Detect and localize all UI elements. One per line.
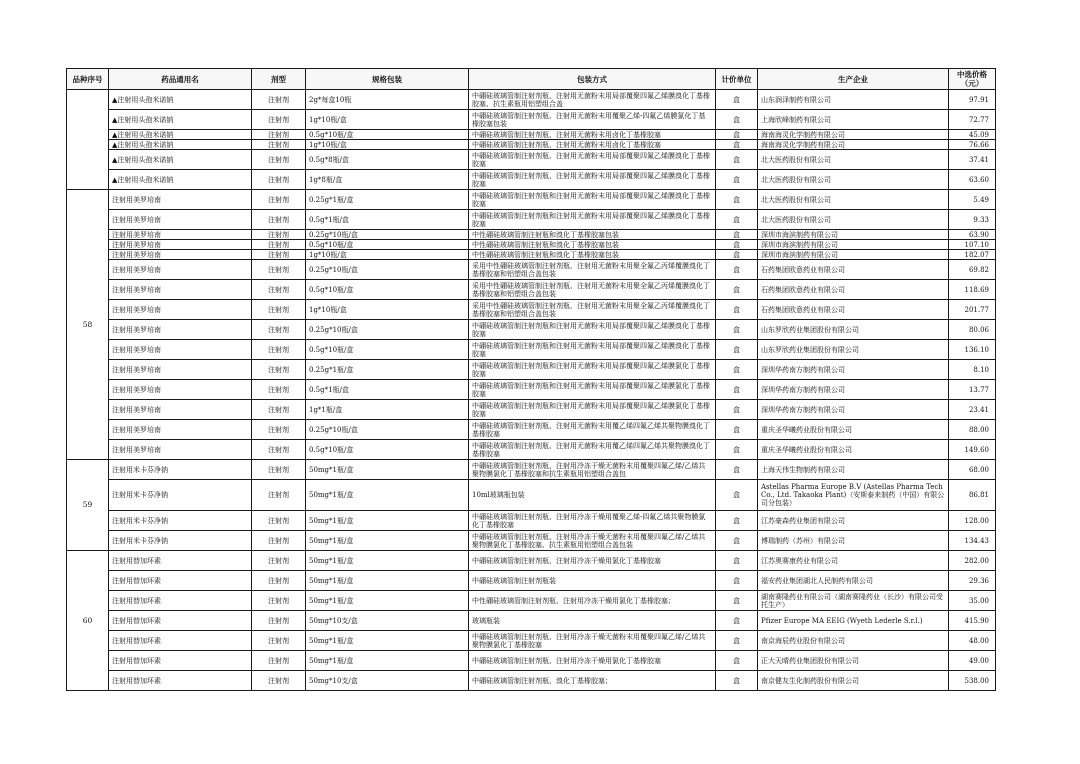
spec-cell: 0.25g*10瓶/盒 (306, 260, 469, 280)
dosage-form-cell: 注射剂 (252, 631, 306, 651)
manufacturer-cell: 北大医药股份有限公司 (758, 210, 949, 230)
table-row (67, 170, 996, 190)
group-number-cell: 58 (67, 190, 109, 460)
dosage-form-cell: 注射剂 (252, 90, 306, 110)
manufacturer-cell: 海南海灵化学制药有限公司 (758, 140, 949, 150)
manufacturer-cell: 深圳市海滨制药有限公司 (758, 230, 949, 240)
price-cell: 80.06 (949, 320, 996, 340)
unit-cell: 盒 (716, 591, 758, 611)
price-cell: 86.81 (949, 480, 996, 511)
manufacturer-cell: 重庆圣华曦药业股份有限公司 (758, 420, 949, 440)
packaging-cell: 中性硼硅玻璃管制注射剂瓶、注射用冷冻干燥用氯化丁基橡胶塞； (469, 591, 716, 611)
drug-name-cell: ▲注射用头孢米诺钠 (109, 150, 252, 170)
price-cell: 538.00 (949, 671, 996, 691)
header-row (67, 69, 996, 90)
header-cell-unit: 计价单位 (716, 69, 758, 90)
table-row (67, 440, 996, 460)
dosage-form-cell: 注射剂 (252, 250, 306, 260)
price-cell: 282.00 (949, 551, 996, 571)
dosage-form-cell: 注射剂 (252, 380, 306, 400)
manufacturer-cell: 正大天晴药业集团股份有限公司 (758, 651, 949, 671)
unit-cell: 盒 (716, 380, 758, 400)
packaging-cell: 中硼硅玻璃管制注射剂瓶和注射用无菌粉末用局部覆聚四氟乙烯膜溴化丁基橡胶塞 (469, 320, 716, 340)
drug-name-cell: 注射用美罗培南 (109, 400, 252, 420)
drug-name-cell: 注射用美罗培南 (109, 190, 252, 210)
packaging-cell: 中硼硅玻璃管制注射剂瓶、注射用无菌粉末用局部覆聚四氟乙烯膜溴化丁基橡胶塞 (469, 150, 716, 170)
packaging-cell: 中硼硅玻璃管制注射剂瓶装 (469, 571, 716, 591)
spec-cell: 50mg*1瓶/盒 (306, 591, 469, 611)
unit-cell: 盒 (716, 280, 758, 300)
drug-name-cell: 注射用米卡芬净钠 (109, 531, 252, 551)
spec-cell: 1g*10瓶/盒 (306, 110, 469, 130)
drug-name-cell: 注射用替加环素 (109, 671, 252, 691)
spec-cell: 0.5g*8瓶/盒 (306, 150, 469, 170)
spec-cell: 50mg*10支/盒 (306, 671, 469, 691)
drug-name-cell: 注射用替加环素 (109, 571, 252, 591)
table-row (67, 90, 996, 110)
table-row (67, 591, 996, 611)
dosage-form-cell: 注射剂 (252, 611, 306, 631)
price-cell: 63.90 (949, 230, 996, 240)
price-cell: 88.00 (949, 420, 996, 440)
packaging-cell: 中硼硅玻璃管制注射剂瓶、注射用无菌粉末用卤化丁基橡胶塞 (469, 130, 716, 140)
packaging-cell: 中硼硅玻璃管制注射剂瓶、注射用冷冻干燥无菌粉末用覆聚四氟乙烯/乙烯共聚物膜氯化丁基橡胶塞 (469, 631, 716, 651)
header-cell-maker: 生产企业 (758, 69, 949, 90)
table-row (67, 230, 996, 240)
group-number-cell (67, 90, 109, 190)
spec-cell: 50mg*1瓶/盒 (306, 460, 469, 480)
manufacturer-cell: 山东罗欣药业集团股份有限公司 (758, 340, 949, 360)
manufacturer-cell: 北大医药股份有限公司 (758, 190, 949, 210)
packaging-cell: 中硼硅玻璃管制注射剂瓶、注射用冷冻干燥用氯化丁基橡胶塞 (469, 651, 716, 671)
dosage-form-cell: 注射剂 (252, 230, 306, 240)
drug-name-cell: 注射用美罗培南 (109, 420, 252, 440)
packaging-cell: 中硼硅玻璃管制注射剂瓶和注射用无菌粉末用局部覆聚四氟乙烯膜溴化丁基橡胶塞 (469, 190, 716, 210)
spec-cell: 0.25g*1瓶/盒 (306, 190, 469, 210)
drug-name-cell: 注射用替加环素 (109, 611, 252, 631)
dosage-form-cell: 注射剂 (252, 130, 306, 140)
drug-name-cell: 注射用替加环素 (109, 651, 252, 671)
manufacturer-cell: 上海欣峰制药有限公司 (758, 110, 949, 130)
dosage-form-cell: 注射剂 (252, 591, 306, 611)
table-body (67, 90, 996, 691)
group-number-cell: 60 (67, 551, 109, 691)
spec-cell: 0.5g*10瓶/盒 (306, 240, 469, 250)
drug-name-cell: 注射用美罗培南 (109, 280, 252, 300)
table-row (67, 360, 996, 380)
unit-cell: 盒 (716, 511, 758, 531)
price-cell: 182.07 (949, 250, 996, 260)
drug-name-cell: 注射用替加环素 (109, 631, 252, 651)
price-cell: 201.77 (949, 300, 996, 320)
spec-cell: 2g*每盒10瓶 (306, 90, 469, 110)
unit-cell: 盒 (716, 531, 758, 551)
dosage-form-cell: 注射剂 (252, 260, 306, 280)
dosage-form-cell: 注射剂 (252, 551, 306, 571)
unit-cell: 盒 (716, 671, 758, 691)
drug-name-cell: ▲注射用头孢米诺钠 (109, 170, 252, 190)
unit-cell: 盒 (716, 300, 758, 320)
dosage-form-cell: 注射剂 (252, 460, 306, 480)
manufacturer-cell: 山东润泽制药有限公司 (758, 90, 949, 110)
manufacturer-cell: 石药集团欧意药业有限公司 (758, 280, 949, 300)
spec-cell: 0.5g*10瓶/盒 (306, 280, 469, 300)
unit-cell: 盒 (716, 460, 758, 480)
spec-cell: 1g*10瓶/盒 (306, 300, 469, 320)
price-cell: 48.00 (949, 631, 996, 651)
dosage-form-cell: 注射剂 (252, 170, 306, 190)
unit-cell: 盒 (716, 210, 758, 230)
packaging-cell: 中硼硅玻璃管制注射剂瓶、注射用冷冻干燥用氯化丁基橡胶塞 (469, 551, 716, 571)
dosage-form-cell: 注射剂 (252, 511, 306, 531)
dosage-form-cell: 注射剂 (252, 531, 306, 551)
manufacturer-cell: 福安药业集团湖北人民制药有限公司 (758, 571, 949, 591)
spec-cell: 0.5g*1瓶/盒 (306, 380, 469, 400)
manufacturer-cell: 海南海灵化学制药有限公司 (758, 130, 949, 140)
packaging-cell: 中硼硅玻璃管制注射剂瓶和注射用无菌粉末用局部覆聚四氟乙烯膜氯化丁基橡胶塞 (469, 360, 716, 380)
header-cell-spec: 规格包装 (306, 69, 469, 90)
table-row (67, 551, 996, 571)
table-row (67, 210, 996, 230)
unit-cell: 盒 (716, 240, 758, 250)
spec-cell: 0.5g*1瓶/盒 (306, 210, 469, 230)
dosage-form-cell: 注射剂 (252, 300, 306, 320)
unit-cell: 盒 (716, 320, 758, 340)
price-cell: 76.66 (949, 140, 996, 150)
manufacturer-cell: 深圳华药南方制药有限公司 (758, 380, 949, 400)
unit-cell: 盒 (716, 230, 758, 240)
spec-cell: 50mg*1瓶/盒 (306, 651, 469, 671)
dosage-form-cell: 注射剂 (252, 190, 306, 210)
price-cell: 35.00 (949, 591, 996, 611)
price-cell: 5.49 (949, 190, 996, 210)
packaging-cell: 采用中性硼硅玻璃管制注射剂瓶、注射用无菌粉末用聚全氟乙丙烯覆膜溴化丁基橡胶塞和铝塑组合盖包装 (469, 260, 716, 280)
spec-cell: 50mg*1瓶/盒 (306, 631, 469, 651)
packaging-cell: 中性硼硅玻璃管制注射瓶和溴化丁基橡胶塞包装 (469, 230, 716, 240)
packaging-cell: 中硼硅玻璃管制注射剂瓶、注射用无菌粉末用覆乙烯四氟乙烯共聚物膜溴化丁基橡胶塞 (469, 440, 716, 460)
price-cell: 107.10 (949, 240, 996, 250)
price-cell: 69.82 (949, 260, 996, 280)
price-cell: 45.09 (949, 130, 996, 140)
manufacturer-cell: 湖南赛隆药业有限公司（湖南赛隆药业（长沙）有限公司受托生产） (758, 591, 949, 611)
manufacturer-cell: 深圳华药南方制药有限公司 (758, 400, 949, 420)
manufacturer-cell: 上海天伟生物制药有限公司 (758, 460, 949, 480)
table-row (67, 531, 996, 551)
dosage-form-cell: 注射剂 (252, 360, 306, 380)
price-cell: 128.00 (949, 511, 996, 531)
unit-cell: 盒 (716, 440, 758, 460)
table-row (67, 260, 996, 280)
dosage-form-cell: 注射剂 (252, 420, 306, 440)
table-row (67, 571, 996, 591)
manufacturer-cell: 深圳华药南方制药有限公司 (758, 360, 949, 380)
unit-cell: 盒 (716, 250, 758, 260)
unit-cell: 盒 (716, 480, 758, 511)
price-cell: 49.00 (949, 651, 996, 671)
drug-name-cell: 注射用美罗培南 (109, 340, 252, 360)
unit-cell: 盒 (716, 140, 758, 150)
manufacturer-cell: 北大医药股份有限公司 (758, 170, 949, 190)
unit-cell: 盒 (716, 340, 758, 360)
unit-cell: 盒 (716, 110, 758, 130)
dosage-form-cell: 注射剂 (252, 651, 306, 671)
price-cell: 134.43 (949, 531, 996, 551)
table-row (67, 631, 996, 651)
dosage-form-cell: 注射剂 (252, 280, 306, 300)
header-cell-price: 中选价格（元） (949, 69, 996, 90)
drug-name-cell: 注射用替加环素 (109, 551, 252, 571)
manufacturer-cell: 重庆圣华曦药业股份有限公司 (758, 440, 949, 460)
spec-cell: 50mg*1瓶/盒 (306, 480, 469, 511)
manufacturer-cell: 江苏奥赛康药业有限公司 (758, 551, 949, 571)
dosage-form-cell: 注射剂 (252, 320, 306, 340)
packaging-cell: 中硼硅玻璃管制注射剂瓶、注射用无菌粉末用覆乙烯四氟乙烯共聚物膜溴化丁基橡胶塞 (469, 420, 716, 440)
unit-cell: 盒 (716, 150, 758, 170)
header-cell-no: 品种序号 (67, 69, 109, 90)
unit-cell: 盒 (716, 360, 758, 380)
price-cell: 97.91 (949, 90, 996, 110)
price-cell: 415.90 (949, 611, 996, 631)
packaging-cell: 中硼硅玻璃管制注射剂瓶、注射用无菌粉末用覆聚乙烯-四氟乙烯膜氯化丁基橡胶塞包装 (469, 110, 716, 130)
table-row (67, 250, 996, 260)
dosage-form-cell: 注射剂 (252, 210, 306, 230)
dosage-form-cell: 注射剂 (252, 240, 306, 250)
packaging-cell: 中性硼硅玻璃管制注射瓶和溴化丁基橡胶塞包装 (469, 240, 716, 250)
manufacturer-cell: 北大医药股份有限公司 (758, 150, 949, 170)
packaging-cell: 采用中性硼硅玻璃管制注射剂瓶、注射用无菌粉末用聚全氟乙丙烯覆膜溴化丁基橡胶塞和铝塑组合盖包装 (469, 300, 716, 320)
packaging-cell: 中硼硅玻璃管制注射剂瓶、注射用冷冻干燥无菌粉末用覆聚四氟乙烯/乙烯共聚物膜氯化丁基橡胶塞和抗生素瓶用铝塑组合盖包 (469, 460, 716, 480)
spec-cell: 50mg*1瓶/盒 (306, 531, 469, 551)
table-row (67, 340, 996, 360)
table-row (67, 511, 996, 531)
spec-cell: 0.25g*10瓶/盒 (306, 230, 469, 240)
manufacturer-cell: 博瑞制药（苏州）有限公司 (758, 531, 949, 551)
spec-cell: 50mg*1瓶/盒 (306, 551, 469, 571)
spec-cell: 1g*1瓶/盒 (306, 400, 469, 420)
dosage-form-cell: 注射剂 (252, 400, 306, 420)
packaging-cell: 中硼硅玻璃管制注射剂瓶、注射用无菌粉末用局部覆聚四氟乙烯膜溴化丁基橡胶塞 (469, 170, 716, 190)
price-cell: 136.10 (949, 340, 996, 360)
unit-cell: 盒 (716, 651, 758, 671)
unit-cell: 盒 (716, 190, 758, 210)
packaging-cell: 中硼硅玻璃管制注射剂瓶、注射用冷冻干燥用覆聚乙烯-四氟乙烯共聚物膜氯化丁基橡胶塞 (469, 511, 716, 531)
drug-name-cell: 注射用美罗培南 (109, 260, 252, 280)
spec-cell: 0.25g*10瓶/盒 (306, 320, 469, 340)
table-row (67, 380, 996, 400)
dosage-form-cell: 注射剂 (252, 110, 306, 130)
table-row (67, 300, 996, 320)
unit-cell: 盒 (716, 611, 758, 631)
drug-name-cell: 注射用美罗培南 (109, 210, 252, 230)
price-cell: 29.36 (949, 571, 996, 591)
spec-cell: 0.25g*10瓶/盒 (306, 420, 469, 440)
manufacturer-cell: 南京海辰药业股份有限公司 (758, 631, 949, 651)
packaging-cell: 中硼硅玻璃管制注射剂瓶和注射用无菌粉末用局部覆聚四氟乙烯膜溴化丁基橡胶塞 (469, 340, 716, 360)
table-row (67, 671, 996, 691)
spec-cell: 1g*8瓶/盒 (306, 170, 469, 190)
packaging-cell: 中硼硅玻璃管制注射剂瓶和注射用无菌粉末用局部覆聚四氟乙烯膜溴化丁基橡胶塞 (469, 210, 716, 230)
packaging-cell: 采用中性硼硅玻璃管制注射剂瓶、注射用无菌粉末用聚全氟乙丙烯覆膜溴化丁基橡胶塞和铝塑组合盖包装 (469, 280, 716, 300)
spec-cell: 50mg*1瓶/盒 (306, 571, 469, 591)
spec-cell: 1g*10瓶/盒 (306, 250, 469, 260)
table-row (67, 400, 996, 420)
drug-name-cell: ▲注射用头孢米诺钠 (109, 140, 252, 150)
table-row (67, 110, 996, 130)
table-row (67, 320, 996, 340)
drug-name-cell: 注射用美罗培南 (109, 380, 252, 400)
unit-cell: 盒 (716, 420, 758, 440)
spec-cell: 0.5g*10瓶/盒 (306, 130, 469, 140)
table-row (67, 651, 996, 671)
manufacturer-cell: 深圳市海滨制药有限公司 (758, 240, 949, 250)
table-row (67, 480, 996, 511)
manufacturer-cell: 江苏豪森药业集团有限公司 (758, 511, 949, 531)
table-row (67, 150, 996, 170)
table-row (67, 240, 996, 250)
packaging-cell: 中硼硅玻璃管制注射剂瓶和注射用无菌粉末用局部覆聚四氟乙烯膜氯化丁基橡胶塞 (469, 400, 716, 420)
price-cell: 118.69 (949, 280, 996, 300)
packaging-cell: 中硼硅玻璃管制注射剂瓶、溴化丁基橡胶塞； (469, 671, 716, 691)
packaging-cell: 中硼硅玻璃管制注射剂瓶、注射用无菌粉末用卤化丁基橡胶塞 (469, 140, 716, 150)
price-cell: 13.77 (949, 380, 996, 400)
spec-cell: 0.25g*1瓶/盒 (306, 360, 469, 380)
price-cell: 9.33 (949, 210, 996, 230)
price-cell: 23.41 (949, 400, 996, 420)
table-row (67, 130, 996, 140)
manufacturer-cell: 山东罗欣药业集团股份有限公司 (758, 320, 949, 340)
unit-cell: 盒 (716, 130, 758, 140)
drug-name-cell: 注射用米卡芬净钠 (109, 511, 252, 531)
unit-cell: 盒 (716, 170, 758, 190)
dosage-form-cell: 注射剂 (252, 571, 306, 591)
unit-cell: 盒 (716, 260, 758, 280)
manufacturer-cell: Pfizer Europe MA EEIG (Wyeth Lederle S.r.l.) (758, 611, 949, 631)
dosage-form-cell: 注射剂 (252, 480, 306, 511)
dosage-form-cell: 注射剂 (252, 440, 306, 460)
drug-name-cell: 注射用美罗培南 (109, 320, 252, 340)
spec-cell: 0.5g*10瓶/盒 (306, 340, 469, 360)
dosage-form-cell: 注射剂 (252, 140, 306, 150)
table-row (67, 190, 996, 210)
dosage-form-cell: 注射剂 (252, 340, 306, 360)
header-cell-name: 药品通用名 (109, 69, 252, 90)
drug-name-cell: ▲注射用头孢米诺钠 (109, 110, 252, 130)
price-cell: 72.77 (949, 110, 996, 130)
group-number-cell: 59 (67, 460, 109, 551)
header-cell-form: 剂型 (252, 69, 306, 90)
header-cell-pack: 包装方式 (469, 69, 716, 90)
price-cell: 68.00 (949, 460, 996, 480)
dosage-form-cell: 注射剂 (252, 671, 306, 691)
unit-cell: 盒 (716, 551, 758, 571)
table-row (67, 611, 996, 631)
drug-name-cell: 注射用美罗培南 (109, 250, 252, 260)
drug-name-cell: ▲注射用头孢米诺钠 (109, 130, 252, 140)
manufacturer-cell: 深圳市海滨制药有限公司 (758, 250, 949, 260)
price-cell: 149.60 (949, 440, 996, 460)
drug-name-cell: 注射用米卡芬净钠 (109, 460, 252, 480)
price-table (66, 68, 996, 691)
spec-cell: 0.5g*10瓶/盒 (306, 440, 469, 460)
drug-name-cell: 注射用美罗培南 (109, 360, 252, 380)
packaging-cell: 中性硼硅玻璃管制注射瓶和溴化丁基橡胶塞包装 (469, 250, 716, 260)
packaging-cell: 中硼硅玻璃管制注射剂瓶、注射用无菌粉末用局部覆聚四氟乙烯膜溴化丁基橡胶塞、抗生素瓶用铝塑组合盖 (469, 90, 716, 110)
spec-cell: 50mg*1瓶/盒 (306, 511, 469, 531)
manufacturer-cell: 石药集团欧意药业有限公司 (758, 300, 949, 320)
price-cell: 37.41 (949, 150, 996, 170)
drug-name-cell: ▲注射用头孢米诺钠 (109, 90, 252, 110)
packaging-cell: 10ml玻璃瓶包装 (469, 480, 716, 511)
table-row (67, 420, 996, 440)
drug-name-cell: 注射用美罗培南 (109, 440, 252, 460)
unit-cell: 盒 (716, 631, 758, 651)
dosage-form-cell: 注射剂 (252, 150, 306, 170)
unit-cell: 盒 (716, 400, 758, 420)
drug-name-cell: 注射用美罗培南 (109, 240, 252, 250)
packaging-cell: 中硼硅玻璃管制注射剂瓶、注射用冷冻干燥无菌粉末用覆聚四氟乙烯/乙烯共聚物膜氯化丁基橡胶塞、抗生素瓶用铝塑组合盖包装 (469, 531, 716, 551)
packaging-cell: 玻璃瓶装 (469, 611, 716, 631)
manufacturer-cell: Astellas Pharma Europe B.V (Astellas Pharma Tech Co., Ltd. Takaoka Plant)（安斯泰来制药（中国）有限公司分包装） (758, 480, 949, 511)
drug-name-cell: 注射用美罗培南 (109, 230, 252, 240)
manufacturer-cell: 石药集团欧意药业有限公司 (758, 260, 949, 280)
packaging-cell: 中硼硅玻璃管制注射剂瓶和注射用无菌粉末用局部覆聚四氟乙烯膜氯化丁基橡胶塞 (469, 380, 716, 400)
table-row (67, 460, 996, 480)
drug-name-cell: 注射用替加环素 (109, 591, 252, 611)
table-row (67, 140, 996, 150)
drug-name-cell: 注射用米卡芬净钠 (109, 480, 252, 511)
price-cell: 63.60 (949, 170, 996, 190)
spec-cell: 1g*10瓶/盒 (306, 140, 469, 150)
manufacturer-cell: 南京健友生化制药股份有限公司 (758, 671, 949, 691)
unit-cell: 盒 (716, 571, 758, 591)
drug-name-cell: 注射用美罗培南 (109, 300, 252, 320)
table-row (67, 280, 996, 300)
spec-cell: 50mg*10支/盒 (306, 611, 469, 631)
unit-cell: 盒 (716, 90, 758, 110)
price-cell: 8.10 (949, 360, 996, 380)
